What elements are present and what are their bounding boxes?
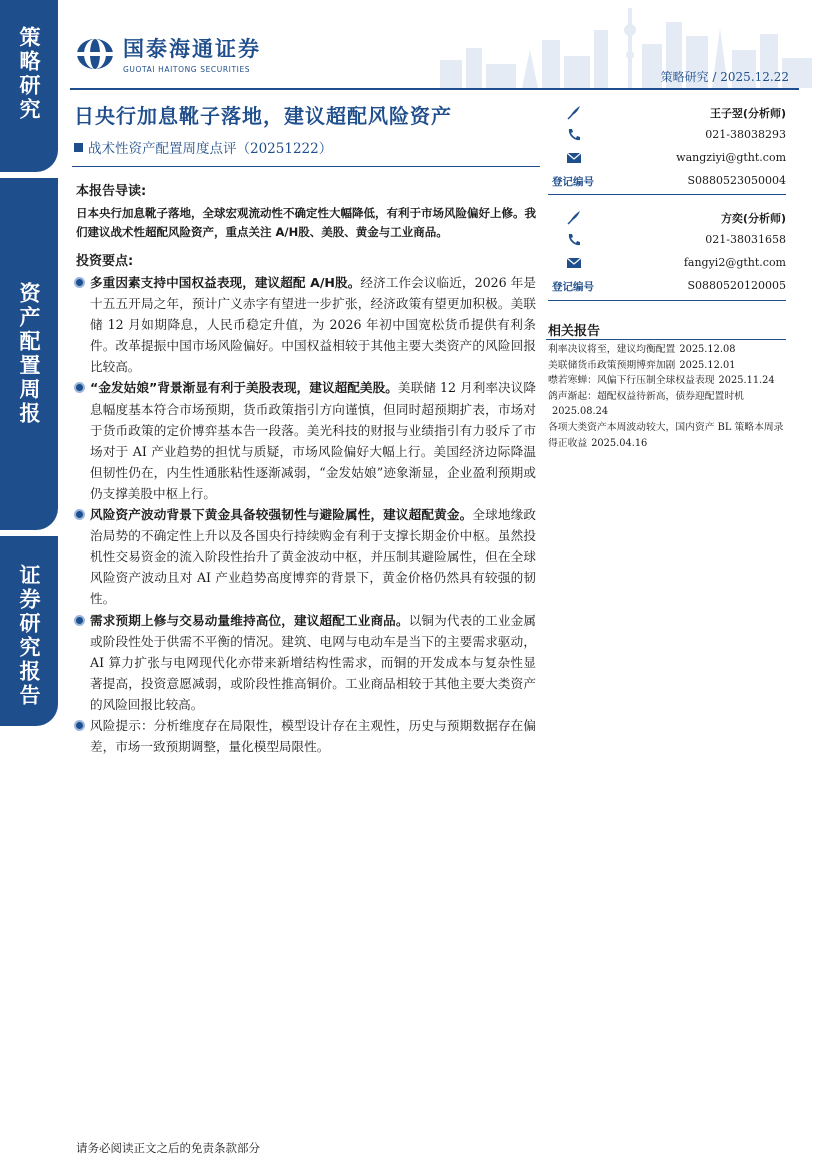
side-tab-label: 证券研究报告 <box>17 564 41 708</box>
report-subtitle-text: 战术性资产配置周度点评（20251222） <box>88 141 333 157</box>
analyst-phone: 021-38031658 <box>705 233 786 246</box>
related-report-title: 美联储货币政策预期博弈加剧 <box>548 359 676 371</box>
bullet-dot-icon <box>74 277 85 288</box>
key-points-label: 投资要点: <box>76 254 134 269</box>
related-report-item[interactable] <box>548 373 788 389</box>
related-report-item[interactable] <box>548 420 788 451</box>
report-category-date: 策略研究 / 2025.12.22 <box>660 70 789 84</box>
list-item <box>74 610 536 715</box>
related-report-title: 鸽声渐起：超配权益待新高，债券迎配置时机 <box>548 390 744 402</box>
bullet-body: 全球地缘政治局势的不确定性上升以及各国央行持续购金有利于支撑长期金价中枢。虽然投机性交易资金的流入阶段性抬升了黄金波动中枢，并压制其避险属性，但在全球风险资产波动且对 AI 产业趋势高度博弈的背景下，黄金价格仍然具有较强的韧性。 <box>90 507 537 607</box>
quill-icon <box>566 104 582 120</box>
related-report-title: 利率决议将至，建议均衡配置 <box>548 344 676 355</box>
mail-icon <box>566 255 582 271</box>
related-report-item[interactable] <box>548 358 788 374</box>
related-report-date: 2025.12.08 <box>679 344 736 355</box>
bullet-dot-icon <box>74 720 85 731</box>
analyst-phone: 021-38038293 <box>705 128 786 141</box>
company-logo <box>75 33 261 74</box>
bullet-dot-icon <box>74 509 85 520</box>
disclaimer-note: 请务必阅读正文之后的免责条款部分 <box>76 1141 260 1155</box>
phone-icon <box>566 127 582 143</box>
list-item <box>74 715 536 757</box>
bullet-heading: 需求预期上修与交易动量维持高位，建议超配工业商品。 <box>90 612 409 628</box>
bullet-heading: “金发姑娘”背景渐显有利于美股表现，建议超配美股。 <box>90 380 398 396</box>
phone-icon <box>566 232 582 248</box>
analyst-card-2 <box>548 207 786 299</box>
side-tab-label: 资产配置周报 <box>17 282 41 426</box>
related-report-date: 2025.08.24 <box>552 406 609 418</box>
related-report-item[interactable] <box>548 342 788 358</box>
list-item <box>74 504 536 609</box>
related-report-date: 2025.12.01 <box>679 359 736 371</box>
side-tab-weekly <box>0 178 58 530</box>
guide-text: 日本央行加息靴子落地，全球宏观流动性不确定性大幅降低，有利于市场风险偏好上修。我们建议战术性超配风险资产，重点关注 A/H股、美股、黄金与工业商品。 <box>76 206 536 239</box>
logo-text-en: GUOTAI HAITONG SECURITIES <box>123 65 251 74</box>
report-title: 日央行加息靴子落地，建议超配风险资产 <box>74 104 452 128</box>
header-divider <box>70 88 799 90</box>
related-reports-label: 相关报告 <box>548 324 601 339</box>
key-points-list <box>74 272 536 757</box>
list-item <box>74 272 536 377</box>
mail-icon <box>566 150 582 166</box>
logo-mark-icon <box>75 34 115 74</box>
bullet-body: 经济工作会议临近，2026 年是十五五开局之年，预计广义赤字有望进一步扩张，经济政策有望更加积极。美联储 12 月如期降息，人民币稳定升值，为 2026 年初中国宽松货币提供有利条件。改革提振中国市场风险偏好。中国权益相较于其他主要大类资产的风险回报比较高。 <box>90 275 536 375</box>
square-bullet-icon <box>74 143 83 152</box>
analyst-email[interactable]: wangziyi@gtht.com <box>676 151 786 164</box>
analyst-divider <box>548 194 786 195</box>
related-report-title: 噤若寒蝉：风偏下行压制全球权益表现 <box>548 375 715 387</box>
side-tab-label: 策略研究 <box>17 26 41 122</box>
analyst-name: 方奕(分析师) <box>720 212 786 225</box>
related-report-date: 2025.04.16 <box>591 437 648 449</box>
analyst-divider <box>548 300 786 301</box>
registration-number: S0880520120005 <box>687 279 786 292</box>
guide-label: 本报告导读: <box>76 184 147 199</box>
report-subtitle <box>74 137 332 157</box>
logo-text-cn: 国泰海通证券 <box>123 37 261 61</box>
bullet-heading: 风险资产波动背景下黄金具备较强韧性与避险属性，建议超配黄金。 <box>90 507 473 523</box>
registration-label: 登记编号 <box>552 176 594 188</box>
registration-number: S0880523050004 <box>687 174 786 187</box>
related-reports-list <box>548 342 788 451</box>
bullet-dot-icon <box>74 382 85 393</box>
bullet-body: 以铜为代表的工业金属或阶段性处于供需不平衡的情况。建筑、电网与电动车是当下的主要需求驱动，AI 算力扩张与电网现代化亦带来新增结构性需求，而铜的开发成本与复杂性显著提高，投资意愿减弱，或阶段性推高铜价。工业商品相较于其他主要大类资产的风险回报比较高。 <box>90 612 537 712</box>
analyst-email[interactable]: fangyi2@gtht.com <box>683 256 786 269</box>
related-report-title: 各项大类资产本周波动较大，国内资产 BL 策略本周录得正收益 <box>548 421 784 449</box>
title-divider <box>72 166 540 167</box>
related-reports-divider <box>546 339 786 340</box>
related-report-item[interactable] <box>548 389 788 420</box>
list-item <box>74 377 536 504</box>
analyst-card-1 <box>548 102 786 194</box>
side-tab-report <box>0 536 58 726</box>
related-report-date: 2025.11.24 <box>718 375 775 387</box>
bullet-body: 风险提示：分析维度存在局限性，模型设计存在主观性，历史与预期数据存在偏差，市场一致预期调整，量化模型局限性。 <box>90 717 536 755</box>
registration-label: 登记编号 <box>552 281 594 293</box>
bullet-heading: 多重因素支持中国权益表现，建议超配 A/H股。 <box>90 275 361 290</box>
bullet-body: 美联储 12 月利率决议降息幅度基本符合市场预期，货币政策指引方向谨慎，但同时超预期扩表，市场对于货币政策的定价博弈基本告一段落。美光科技的财报与业绩指引有力驳斥了市场对于 AI 产业趋势的担忧与质疑，市场风险偏好大幅上行。美国经济边际降温但韧性仍在，内生性通胀粘性逐渐减弱，“金发姑娘”迹象渐显，企业盈利预期或仍支撑美股中枢上行。 <box>90 380 536 501</box>
bullet-dot-icon <box>74 615 85 626</box>
quill-icon <box>566 209 582 225</box>
analyst-name: 王子翌(分析师) <box>709 107 786 120</box>
side-tab-strategy <box>0 0 58 172</box>
